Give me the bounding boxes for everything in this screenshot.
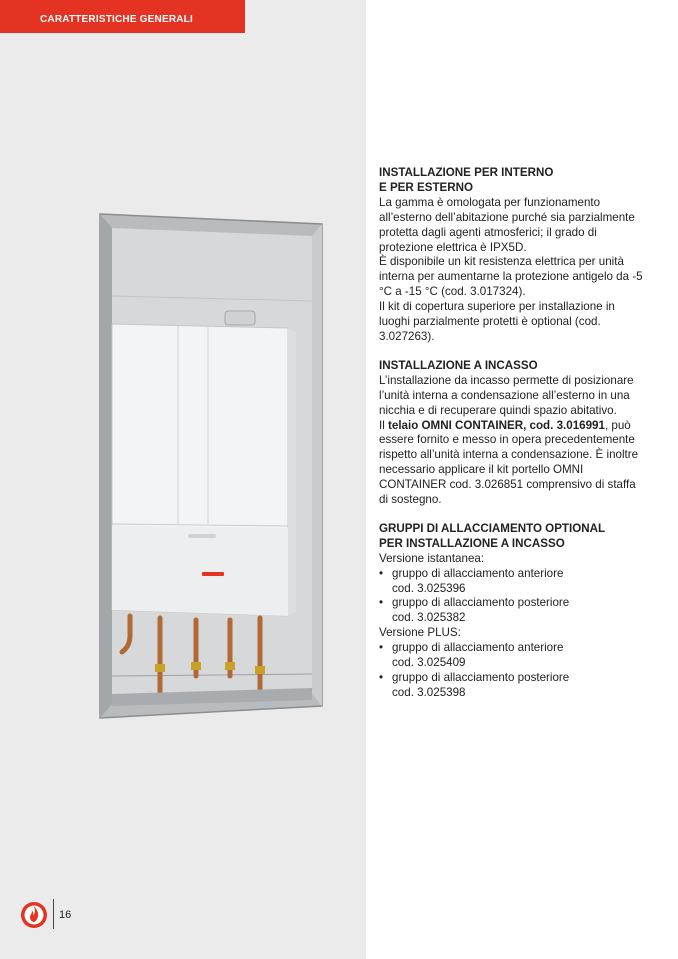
- list-item: [379, 641, 647, 671]
- list-item: [379, 596, 647, 626]
- paragraph: [379, 419, 647, 508]
- item-code: cod. 3.025382: [392, 611, 466, 625]
- bullet-list: [379, 567, 647, 627]
- paragraph: Il kit di copertura superiore per installazione in luoghi parzialmente protetti è optional (cod. 3.027263).: [379, 300, 615, 343]
- section-heading: [379, 166, 647, 196]
- page-number: 16: [59, 909, 72, 921]
- section-title: CARATTERISTICHE GENERALI: [40, 14, 193, 25]
- item-label: gruppo di allacciamento anteriore: [392, 566, 564, 580]
- list-item: [379, 671, 647, 701]
- heading-line: PER INSTALLAZIONE A INCASSO: [379, 536, 565, 550]
- text-span: , può essere fornito e messo in opera precedentemente rispetto all’unità interna a condensazione. È inoltre necessario applicare il kit portello OMNI CONTAINER cod. 3.026851 comprensivo di staffa di sostegno.: [379, 418, 639, 507]
- section-heading: [379, 522, 647, 552]
- section-gruppi: [379, 522, 647, 701]
- list-label: Versione istantanea:: [379, 551, 485, 565]
- bold-text: telaio OMNI CONTAINER, cod. 3.016991: [388, 418, 605, 432]
- section-incasso: [379, 359, 647, 508]
- text-column: [379, 166, 647, 715]
- item-code: cod. 3.025398: [392, 685, 466, 699]
- item-code: cod. 3.025396: [392, 581, 466, 595]
- item-label: gruppo di allacciamento posteriore: [392, 671, 570, 684]
- item-label: gruppo di allacciamento anteriore: [392, 641, 564, 655]
- boiler-container-image: [90, 206, 330, 726]
- item-label: gruppo di allacciamento posteriore: [392, 596, 570, 610]
- list-item: [379, 567, 647, 597]
- item-code: cod. 3.025409: [392, 656, 466, 670]
- flame-logo-icon: [20, 901, 48, 929]
- text-span: Il: [379, 418, 389, 432]
- section-heading: INSTALLAZIONE A INCASSO: [379, 358, 538, 372]
- section-header-tab: [0, 0, 245, 33]
- paragraph: La gamma è omologata per funzionamento all’esterno dell’abitazione purché sia parzialmente protetta dagli agenti atmosferici; il grado di protezione elettrica è IPX5D.: [379, 195, 635, 254]
- heading-line: E PER ESTERNO: [379, 180, 474, 194]
- section-interno-esterno: [379, 166, 647, 345]
- heading-line: GRUPPI DI ALLACCIAMENTO OPTIONAL: [379, 521, 606, 535]
- paragraph: L’installazione da incasso permette di posizionare l’unità interna a condensazione all’esterno in una nicchia e di recuperare quindi spazio abitativo.: [379, 373, 634, 417]
- heading-line: INSTALLAZIONE PER INTERNO: [379, 166, 554, 179]
- bullet-list: [379, 641, 647, 701]
- footer-divider: [53, 899, 54, 929]
- paragraph: È disponibile un kit resistenza elettrica per unità interna per aumentarne la protezione antigelo da -5 °C a -15 °C (cod. 3.017324).: [379, 255, 643, 299]
- list-label: Versione PLUS:: [379, 626, 461, 640]
